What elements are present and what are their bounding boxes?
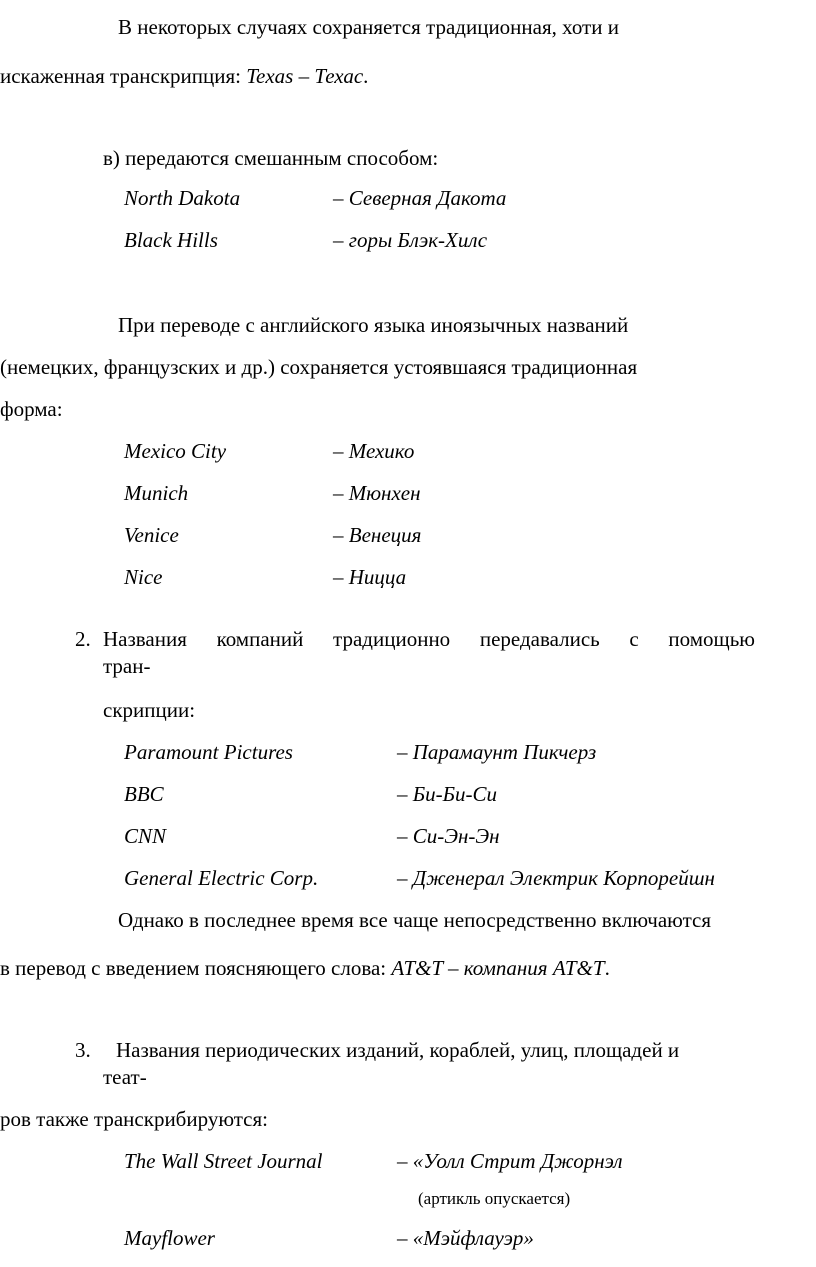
item2-para-example: AT&T – компания AT&T (391, 956, 605, 980)
item2-row-3-ru: – Дженерал Электрик Корпорейшн (397, 866, 715, 890)
p2-row-0-en: Mexico City (124, 439, 227, 463)
item2-word: передавались (479, 627, 600, 651)
item3-note: (артикль опускается) (418, 1189, 571, 1208)
b-row-0-ru: – Северная Дакота (333, 186, 507, 210)
item2-row-3-en: General Electric Corp. (124, 866, 319, 890)
item2-row-2-ru: – Си-Эн-Эн (397, 824, 500, 848)
p2-row-3-ru: – Ницца (333, 565, 407, 589)
p2-line2: (немецких, французских и др.) сохраняется устоявшаяся традиционная (0, 355, 638, 379)
item2-para-period: . (604, 956, 610, 980)
p1-term-en: Texas (246, 64, 294, 88)
item2-row-1-en: BBC (124, 782, 164, 806)
item3-line3: ров также транскрибируются: (0, 1107, 268, 1131)
item3-row-0-ru: – «Уолл Стрит Джорнэл (397, 1149, 623, 1173)
item2-word: компаний (216, 627, 304, 651)
p1-line2 (0, 63, 368, 89)
p1-line1: В некоторых случаях сохраняется традиционная, хоти и (118, 15, 619, 39)
p2-row-1-en: Munich (124, 481, 189, 505)
item2-line2: тран- (103, 654, 151, 678)
item2-row-1-ru: – Би-Би-Си (397, 782, 498, 806)
p1-term-ru: Техас (314, 64, 364, 88)
p2-row-2-ru: – Венеция (333, 523, 422, 547)
item3-line2: теат- (103, 1065, 147, 1089)
item2-line1 (103, 626, 755, 652)
item2-para-line2 (0, 955, 610, 981)
item2-word: с (629, 627, 639, 651)
p2-row-3-en: Nice (124, 565, 163, 589)
item3-row-0-en: The Wall Street Journal (124, 1149, 323, 1173)
item2-row-0-en: Paramount Pictures (124, 740, 293, 764)
item2-number: 2. (75, 627, 91, 651)
item3-row-1-ru: – «Мэйфлауэр» (397, 1226, 534, 1250)
b-row-0-en: North Dakota (124, 186, 241, 210)
b-row-1-ru: – горы Блэк-Хилс (333, 228, 488, 252)
p1-dash: – (293, 64, 315, 88)
p2-row-1-ru: – Мюнхен (333, 481, 421, 505)
p2-line1: При переводе с английского языка иноязычных названий (118, 313, 629, 337)
item3-number: 3. (75, 1038, 91, 1062)
item2-row-2-en: CNN (124, 824, 167, 848)
p2-row-0-ru: – Мехико (333, 439, 415, 463)
item3-line1: Названия периодических изданий, кораблей, улиц, площадей и (116, 1038, 680, 1062)
p2-line3: форма: (0, 397, 63, 421)
p1-period: . (363, 64, 369, 88)
item2-word: традиционно (333, 627, 451, 651)
p2-row-2-en: Venice (124, 523, 179, 547)
b-intro: в) передаются смешанным способом: (103, 146, 439, 170)
item2-para-line1: Однако в последнее время все чаще непосредственно включаются (118, 908, 712, 932)
item2-word: помощью (668, 627, 755, 651)
item2-para-prefix: в перевод с введением поясняющего слова: (0, 956, 392, 980)
b-row-1-en: Black Hills (124, 228, 218, 252)
item2-line3: скрипции: (103, 698, 196, 722)
p1-line2-prefix: искаженная транскрипция: (0, 64, 247, 88)
item3-row-1-en: Mayflower (124, 1226, 215, 1250)
item2-word: Названия (103, 627, 187, 651)
item2-row-0-ru: – Парамаунт Пикчерз (397, 740, 597, 764)
